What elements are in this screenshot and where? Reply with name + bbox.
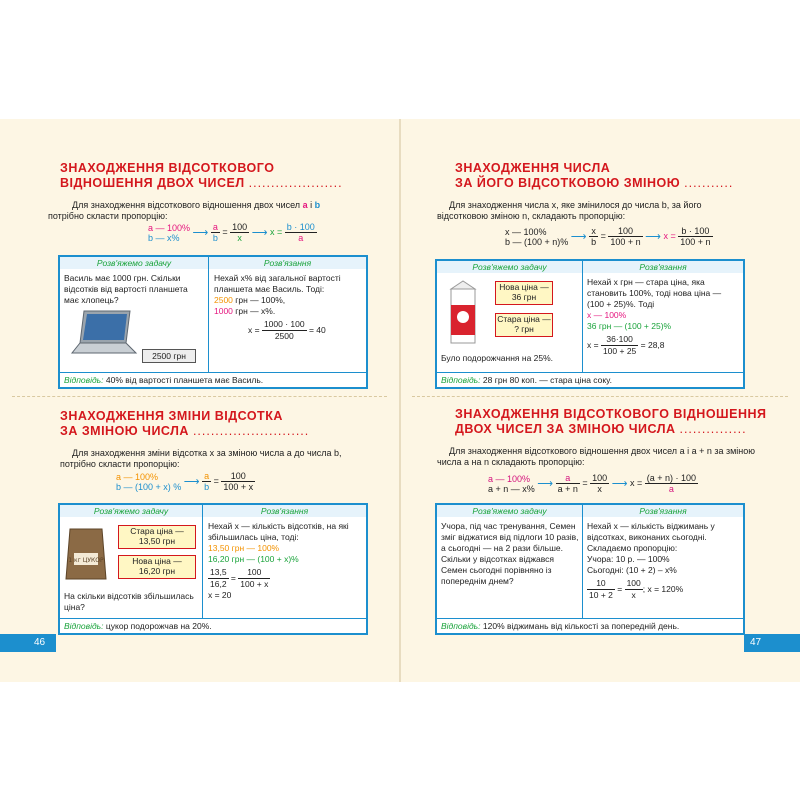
- solution-header: Розв'язання: [209, 257, 366, 269]
- solution-text: Нехай x% від загальної вартості планшета має Василь. Тоді: 2500 грн — 100%, 1000 грн — x%. x = $\frac{1000 \cdot 100}{2500}$ = 40: [214, 273, 341, 341]
- book-spread: [0, 119, 800, 682]
- task-text: Було подорожчання на 25%.: [441, 353, 554, 363]
- arrow-right-icon: ⟶: [645, 231, 661, 243]
- column-divider: [208, 257, 209, 373]
- section-divider: [412, 396, 788, 397]
- section-title: ЗНАХОДЖЕННЯ ВІДСОТКОВОГО ВІДНОШЕННЯ ДВОХ ЧИСЕЛ .....................: [60, 161, 343, 190]
- section-intro: Для знаходження відсоткового відношення двох чисел a і b потрібно скласти пропорцію:: [48, 200, 321, 221]
- price-tag: 2500 грн: [142, 349, 196, 363]
- task-header: Розв'яжемо задачу: [60, 505, 202, 517]
- section-ratio-by-change: [437, 407, 775, 468]
- proportion-formula: a — 100% b — x% ⟶ $\frac{a}{b}$ = $\frac{100}{x}$ ⟶ x = $\frac{b \cdot 100}{a}$: [148, 222, 315, 243]
- column-divider: [582, 261, 583, 373]
- new-price-tag: Нова ціна — 36 грн: [495, 281, 553, 305]
- answer-row: Відповідь: 40% від вартості планшета має Василь.: [60, 372, 366, 387]
- section-intro: Для знаходження відсоткового відношення двох чисел a і a + n за зміною числа a на n складають пропорцію:: [437, 446, 756, 467]
- solution-header: Розв'язання: [203, 505, 366, 517]
- section-percent-ratio: [48, 161, 370, 222]
- section-title: ЗНАХОДЖЕННЯ ЗМІНИ ВІДСОТКА ЗА ЗМІНОЮ ЧИСЛА ..........................: [60, 409, 310, 438]
- arrow-right-icon: ⟶: [192, 227, 209, 239]
- task-box: [435, 259, 745, 389]
- answer-row: Відповідь: 28 грн 80 коп. — стара ціна соку.: [437, 372, 743, 387]
- proportion-formula: a — 100% b — (100 + x) % ⟶ $\frac{a}{b}$ = $\frac{100}{100 + x}$: [116, 471, 254, 492]
- arrow-right-icon: ⟶: [570, 231, 587, 243]
- column-divider: [202, 505, 203, 619]
- arrow-right-icon: ⟶: [251, 227, 268, 239]
- proportion-formula: x — 100% b — (100 + n)% ⟶ $\frac{x}{b}$ = $\frac{100}{100 + n}$ ⟶ x = $\frac{b \cdot 100}{100 + n}$: [505, 226, 711, 247]
- svg-text:1 кг ЦУКОР: 1 кг ЦУКОР: [68, 557, 104, 564]
- solution-text: Нехай x — кількість віджимань у відсотках, виконаних сьогодні. Складаємо пропорцію: Учора: 10 р. — 100% Сьогодні: (10 + 2) – x% $\frac{10}{10 + 2}$ = $\frac{100}{x}$ ; x = 120%: [587, 521, 715, 600]
- task-box: [58, 255, 368, 389]
- solution-text: Нехай x — кількість відсотків, на які збільшилась ціна, тоді: 13,50 грн — 100% 16,20 грн — (100 + x)% $\frac{13,5}{16,2}$ = $\frac{100}{100 + x}$ x = 20: [208, 521, 349, 600]
- arrow-right-icon: ⟶: [611, 478, 628, 490]
- section-intro: Для знаходження зміни відсотка x за зміною числа a до числа b, потрібно скласти пропорцію:: [60, 448, 342, 469]
- answer-row: Відповідь: цукор подорожчав на 20%.: [60, 618, 366, 633]
- task-text: На скільки відсотків збільшилась ціна?: [64, 591, 194, 612]
- task-box: [435, 503, 745, 635]
- task-box: [58, 503, 368, 635]
- sugar-bag-icon: [64, 523, 108, 581]
- section-title: ЗНАХОДЖЕННЯ ВІДСОТКОВОГО ВІДНОШЕННЯ ДВОХ ЧИСЕЛ ЗА ЗМІНОЮ ЧИСЛА ...............: [455, 407, 767, 436]
- task-header: Розв'яжемо задачу: [60, 257, 208, 269]
- juice-carton-icon: [443, 279, 483, 345]
- proportion-formula: a — 100% a + n — x% ⟶ $\frac{a}{a + n}$ = $\frac{100}{x}$ ⟶ x = $\frac{(a + n) \cdot 100}{a}$: [488, 473, 697, 494]
- old-price-tag: Стара ціна — 13,50 грн: [118, 525, 196, 549]
- section-number-by-change: [437, 161, 755, 222]
- page-number-left: 46: [0, 634, 56, 652]
- solution-text: Нехай x грн — стара ціна, яка становить 100%, тоді нова ціна — (100 + 25)%. Тоді x — 100% 36 грн — (100 + 25)% x = $\frac{36\cdot 100}{100 + 25}$ = 28,8: [587, 277, 722, 356]
- book-spine: [399, 119, 401, 682]
- task-header: Розв'яжемо задачу: [437, 261, 582, 273]
- section-percent-change: [60, 409, 370, 470]
- arrow-right-icon: ⟶: [537, 478, 554, 490]
- task-text: Василь має 1000 грн. Скільки відсотків від вартості планшета має хлопець?: [64, 273, 188, 305]
- task-header: Розв'яжемо задачу: [437, 505, 582, 517]
- task-text: Учора, під час тренування, Семен зміг віджатися від підлоги 10 разів, а сьогодні — на 2 рази більше. Скільки у відсотках віджався Семен сьогодні порівняно із попереднім днем?: [441, 521, 579, 586]
- answer-row: Відповідь: 120% віджимань від кількості за попередній день.: [437, 618, 743, 633]
- section-intro: Для знаходження числа x, яке змінилося до числа b, за його відсотковою зміною n, складають пропорцію:: [437, 200, 702, 221]
- column-divider: [582, 505, 583, 619]
- section-divider: [12, 396, 387, 397]
- solution-header: Розв'язання: [583, 505, 743, 517]
- laptop-icon: [70, 309, 140, 357]
- new-price-tag: Нова ціна — 16,20 грн: [118, 555, 196, 579]
- old-price-tag: Стара ціна — ? грн: [495, 313, 553, 337]
- page-number-right: 47: [744, 634, 800, 652]
- arrow-right-icon: ⟶: [183, 476, 200, 488]
- section-title: ЗНАХОДЖЕННЯ ЧИСЛА ЗА ЙОГО ВІДСОТКОВОЮ ЗМІНОЮ ...........: [455, 161, 734, 190]
- solution-header: Розв'язання: [583, 261, 743, 273]
